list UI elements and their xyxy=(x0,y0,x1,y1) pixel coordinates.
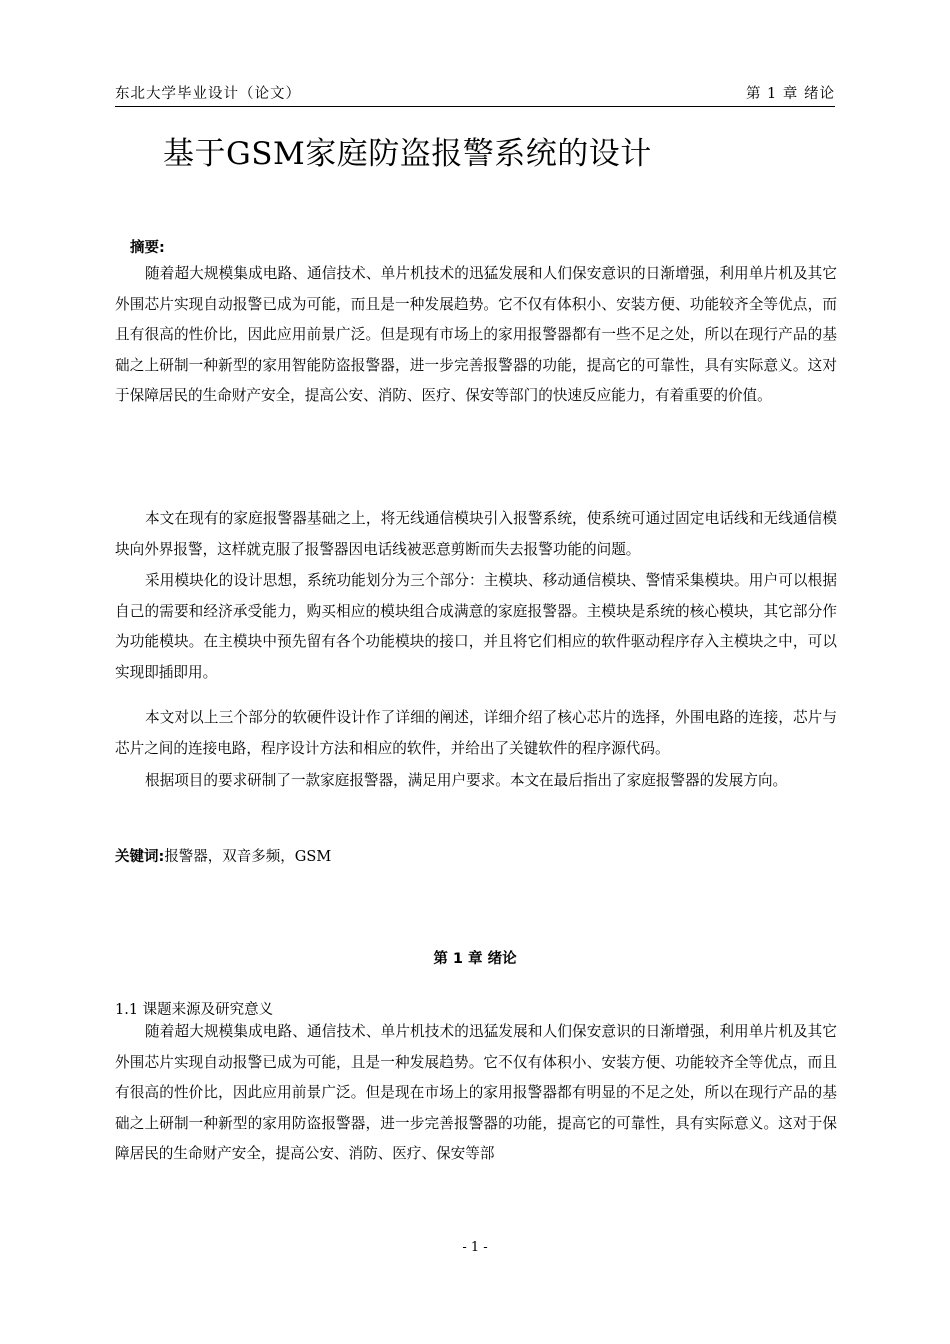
chapter-heading: 第 1 章 绪论 xyxy=(433,951,517,967)
abstract-paragraph-3: 采用模块化的设计思想，系统功能划分为三个部分：主模块、移动通信模块、警情采集模块。用户可以根据自己的需要和经济承受能力，购买相应的模块组合成满意的家庭报警器。主模块是系统的核心模块，其它部分作为功能模块。在主模块中预先留有各个功能模块的接口，并且将它们相应的软件驱动程序存入主模块之中，可以实现即插即用。 xyxy=(115,572,837,681)
keywords-value: 报警器，双音多频，GSM xyxy=(164,849,332,865)
section-heading: 1.1 课题来源及研究意义 xyxy=(115,1002,274,1018)
abstract-paragraph-2: 本文在现有的家庭报警器基础之上，将无线通信模块引入报警系统，使系统可通过固定电话线和无线通信模块向外界报警，这样就克服了报警器因电话线被恶意剪断而失去报警功能的问题。 xyxy=(115,510,837,558)
header-university-title: 东北大学毕业设计（论文） xyxy=(115,86,301,102)
keywords-line xyxy=(115,845,837,866)
abstract-paragraph-5: 根据项目的要求研制了一款家庭报警器，满足用户要求。本文在最后指出了家庭报警器的发展方向。 xyxy=(145,772,788,789)
page-number: - 1 - xyxy=(462,1240,488,1255)
thesis-title: 基于GSM家庭防盗报警系统的设计 xyxy=(163,136,652,172)
abstract-paragraph-1: 随着超大规模集成电路、通信技术、单片机技术的迅猛发展和人们保安意识的日渐增强，利用单片机及其它外围芯片实现自动报警已成为可能，而且是一种发展趋势。它不仅有体积小、安装方便、功能较齐全等优点，而且有很高的性价比，因此应用前景广泛。但是现有市场上的家用报警器都有一些不足之处，所以在现行产品的基础之上研制一种新型的家用智能防盗报警器，进一步完善报警器的功能，提高它的可靠性，具有实际意义。这对于保障居民的生命财产安全，提高公安、消防、医疗、保安等部门的快速反应能力，有着重要的价值。 xyxy=(115,265,837,405)
abstract-paragraph-4: 本文对以上三个部分的软硬件设计作了详细的阐述，详细介绍了核心芯片的选择，外围电路的连接，芯片与芯片之间的连接电路，程序设计方法和相应的软件，并给出了关键软件的程序源代码。 xyxy=(115,709,837,757)
keywords-label: 关键词: xyxy=(115,849,165,865)
header-chapter-title: 第 1 章 绪论 xyxy=(745,86,835,102)
abstract-label: 摘要: xyxy=(130,240,165,256)
section-paragraph-1: 随着超大规模集成电路、通信技术、单片机技术的迅猛发展和人们保安意识的日渐增强，利用单片机及其它外围芯片实现自动报警已成为可能，且是一种发展趋势。它不仅有体积小、安装方便、功能较齐全等优点，而且有很高的性价比，因此应用前景广泛。但是现在市场上的家用报警器都有明显的不足之处，所以在现行产品的基础之上研制一种新型的家用防盗报警器，进一步完善报警器的功能，提高它的可靠性，具有实际意义。这对于保障居民的生命财产安全，提高公安、消防、医疗、保安等部 xyxy=(115,1023,837,1163)
running-header xyxy=(115,80,835,107)
